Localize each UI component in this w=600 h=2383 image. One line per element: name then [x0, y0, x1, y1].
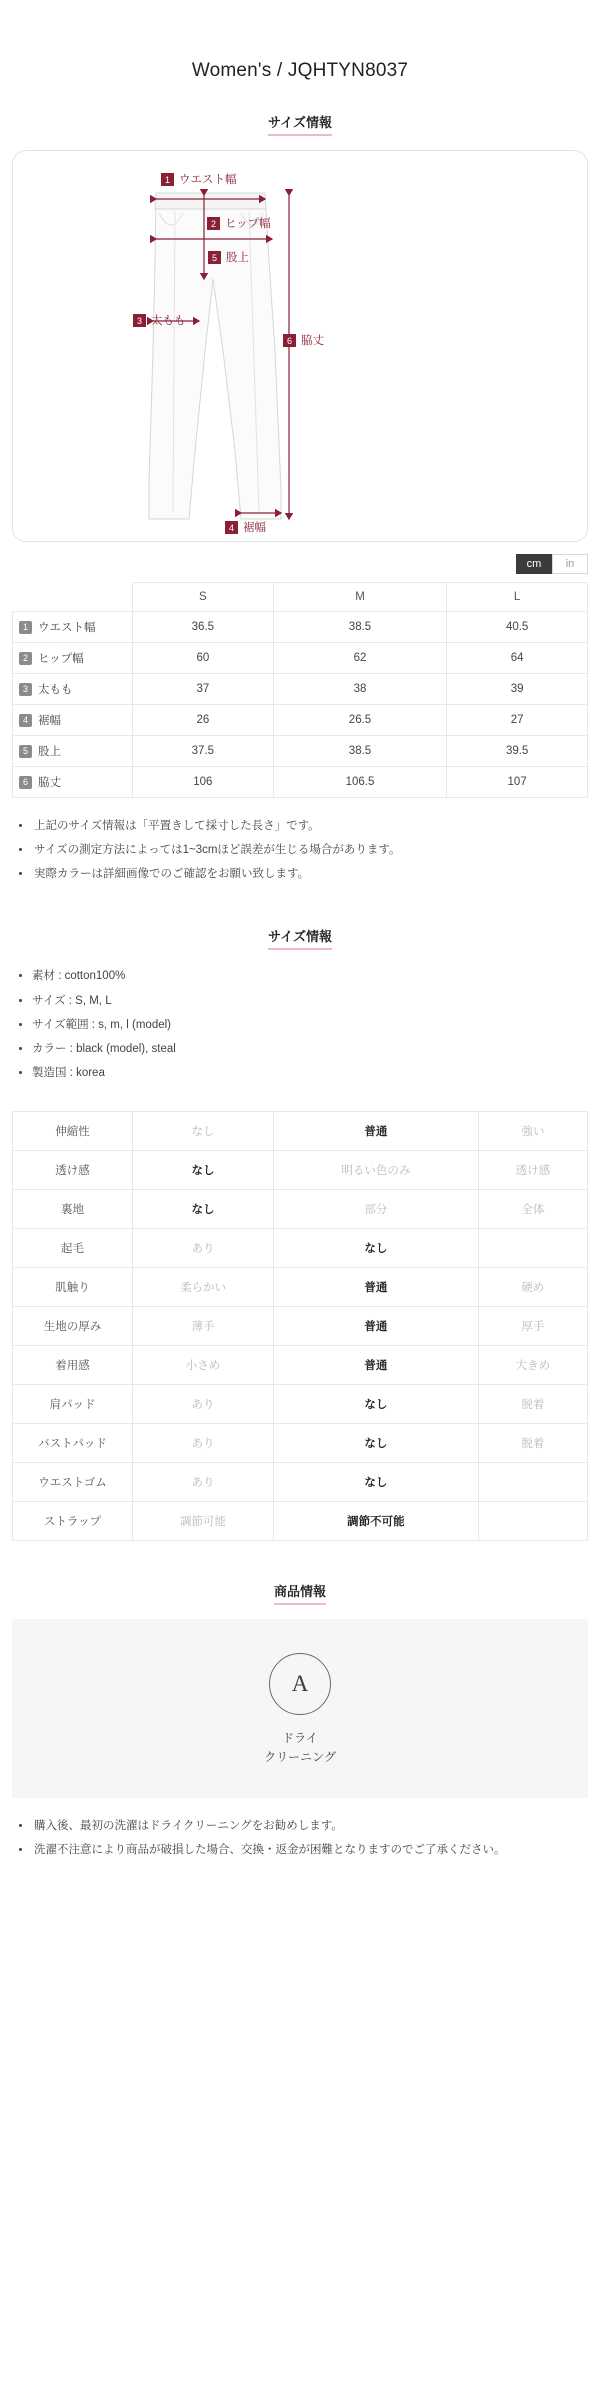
cell-s: 26	[133, 705, 274, 736]
row-label-text: 股上	[38, 746, 61, 758]
cell-s: 106	[133, 767, 274, 798]
svg-text:3: 3	[136, 316, 143, 326]
size-diagram	[12, 150, 588, 542]
table-row	[13, 612, 588, 643]
svg-text:6: 6	[286, 336, 293, 346]
attr-label: 伸縮性	[13, 1112, 133, 1151]
attr-option: 柔らかい	[133, 1268, 274, 1307]
attr-option	[478, 1229, 587, 1268]
table-row	[13, 1229, 588, 1268]
svg-text:1: 1	[164, 175, 171, 185]
diagram-label-5	[208, 250, 249, 264]
dry-clean-icon: A	[269, 1653, 331, 1715]
attribute-table	[12, 1111, 588, 1541]
cell-l: 27	[447, 705, 588, 736]
row-number-badge: 5	[19, 745, 32, 758]
row-number-badge: 4	[19, 714, 32, 727]
svg-text:4: 4	[228, 523, 235, 533]
attr-option: 脱着	[478, 1385, 587, 1424]
unit-toggle[interactable]	[12, 554, 588, 574]
row-label-cell	[13, 767, 133, 798]
diagram-label-4	[225, 520, 266, 534]
svg-text:脇丈: 脇丈	[301, 335, 324, 347]
table-row	[13, 705, 588, 736]
note-item: • 実際カラーは詳細画像でのご確認をお願い致します。	[32, 862, 588, 886]
attr-option: なし	[274, 1385, 479, 1424]
attr-option	[478, 1463, 587, 1502]
attr-option: 硬め	[478, 1268, 587, 1307]
attr-option: 大きめ	[478, 1346, 587, 1385]
attr-option: あり	[133, 1463, 274, 1502]
attr-option: 明るい色のみ	[274, 1151, 479, 1190]
row-label-cell	[13, 643, 133, 674]
attr-option: 小さめ	[133, 1346, 274, 1385]
table-row	[13, 1190, 588, 1229]
table-row	[13, 1463, 588, 1502]
cell-l: 39.5	[447, 736, 588, 767]
cell-l: 107	[447, 767, 588, 798]
cell-m: 26.5	[273, 705, 447, 736]
row-label-text: 太もも	[38, 684, 73, 696]
attr-option: 調節可能	[133, 1502, 274, 1541]
list-item: • サイズ : S, M, L	[32, 989, 588, 1013]
table-row	[13, 1424, 588, 1463]
cell-m: 62	[273, 643, 447, 674]
attr-label: ウエストゴム	[13, 1463, 133, 1502]
svg-text:ウエスト幅: ウエスト幅	[179, 174, 237, 186]
table-row	[13, 1346, 588, 1385]
cell-s: 60	[133, 643, 274, 674]
header-size-s: S	[133, 583, 274, 612]
attr-option: 普通	[274, 1346, 479, 1385]
header-blank	[13, 583, 133, 612]
cell-l: 64	[447, 643, 588, 674]
attr-option: 脱着	[478, 1424, 587, 1463]
attr-label: 起毛	[13, 1229, 133, 1268]
header-size-m: M	[273, 583, 447, 612]
attr-option: 調節不可能	[274, 1502, 479, 1541]
svg-text:2: 2	[210, 219, 217, 229]
svg-text:ヒップ幅: ヒップ幅	[225, 218, 271, 230]
detail-list	[12, 964, 588, 1085]
svg-text:裾幅: 裾幅	[243, 522, 266, 534]
cell-m: 38	[273, 674, 447, 705]
table-row	[13, 1112, 588, 1151]
note-item: • 洗濯不注意により商品が破損した場合、交換・返金が困難となりますのでご了承ください。	[32, 1838, 588, 1862]
attr-option: あり	[133, 1385, 274, 1424]
list-item: • 製造国 : korea	[32, 1061, 588, 1085]
cell-l: 39	[447, 674, 588, 705]
svg-text:股上: 股上	[226, 252, 249, 264]
attr-option: あり	[133, 1229, 274, 1268]
cell-s: 37	[133, 674, 274, 705]
diagram-label-2	[207, 216, 271, 230]
attr-label: 裏地	[13, 1190, 133, 1229]
size-notes	[12, 814, 588, 886]
table-row	[13, 1502, 588, 1541]
attr-option	[478, 1502, 587, 1541]
attr-option: 普通	[274, 1307, 479, 1346]
row-number-badge: 2	[19, 652, 32, 665]
list-item: • カラー : black (model), steal	[32, 1037, 588, 1061]
unit-cm-button[interactable]: cm	[516, 554, 552, 574]
attr-option: 普通	[274, 1268, 479, 1307]
attr-label: ストラップ	[13, 1502, 133, 1541]
row-label-text: 裾幅	[38, 715, 61, 727]
size-table	[12, 582, 588, 798]
cell-l: 40.5	[447, 612, 588, 643]
table-row	[13, 1151, 588, 1190]
care-label-line1: ドライ	[282, 1731, 318, 1746]
attr-option: なし	[133, 1151, 274, 1190]
diagram-label-6	[283, 333, 324, 347]
row-label-cell	[13, 612, 133, 643]
attr-label: 着用感	[13, 1346, 133, 1385]
attr-option: あり	[133, 1424, 274, 1463]
size-section-heading: サイズ情報	[268, 112, 332, 136]
attr-label: 透け感	[13, 1151, 133, 1190]
table-row	[13, 767, 588, 798]
list-item: • サイズ範囲 : s, m, l (model)	[32, 1013, 588, 1037]
note-item: • 上記のサイズ情報は「平置きして採寸した長さ」です。	[32, 814, 588, 838]
note-item: • 購入後、最初の洗濯はドライクリーニングをお勧めします。	[32, 1814, 588, 1838]
note-item: • サイズの測定方法によっては1~3cmほど誤差が生じる場合があります。	[32, 838, 588, 862]
svg-text:太もも: 太もも	[151, 315, 186, 327]
attr-option: 全体	[478, 1190, 587, 1229]
attr-label: 肌触り	[13, 1268, 133, 1307]
cell-m: 38.5	[273, 736, 447, 767]
row-label-text: ヒップ幅	[38, 653, 84, 665]
cell-s: 37.5	[133, 736, 274, 767]
care-label	[12, 1729, 588, 1767]
row-label-text: 脇丈	[38, 777, 61, 789]
attr-label: バストパッド	[13, 1424, 133, 1463]
attr-option: 透け感	[478, 1151, 587, 1190]
diagram-label-3	[133, 313, 186, 327]
attr-option: なし	[133, 1190, 274, 1229]
table-row	[13, 674, 588, 705]
care-section-heading: 商品情報	[274, 1581, 326, 1605]
table-header-row	[13, 583, 588, 612]
row-number-badge: 3	[19, 683, 32, 696]
attr-option: 薄手	[133, 1307, 274, 1346]
header-size-l: L	[447, 583, 588, 612]
attr-option: なし	[274, 1229, 479, 1268]
diagram-label-1	[161, 172, 237, 186]
svg-text:5: 5	[211, 253, 218, 263]
pants-illustration	[13, 151, 588, 541]
table-row	[13, 1268, 588, 1307]
attr-label: 肩パッド	[13, 1385, 133, 1424]
attr-option: 部分	[274, 1190, 479, 1229]
cell-m: 106.5	[273, 767, 447, 798]
cell-m: 38.5	[273, 612, 447, 643]
table-row	[13, 736, 588, 767]
table-row	[13, 1385, 588, 1424]
attr-option: 普通	[274, 1112, 479, 1151]
care-notes	[12, 1814, 588, 1862]
row-number-badge: 6	[19, 776, 32, 789]
page-title: Women's / JQHTYN8037	[191, 60, 409, 81]
unit-in-button[interactable]: in	[552, 554, 588, 574]
row-label-cell	[13, 705, 133, 736]
attr-option: なし	[274, 1424, 479, 1463]
care-panel	[12, 1619, 588, 1797]
attr-option: なし	[133, 1112, 274, 1151]
attr-option: 強い	[478, 1112, 587, 1151]
list-item: • 素材 : cotton100%	[32, 964, 588, 988]
cell-s: 36.5	[133, 612, 274, 643]
table-row	[13, 643, 588, 674]
attr-option: 厚手	[478, 1307, 587, 1346]
detail-section-heading: サイズ情報	[268, 926, 332, 950]
row-label-cell	[13, 736, 133, 767]
row-label-text: ウエスト幅	[38, 622, 96, 634]
row-label-cell	[13, 674, 133, 705]
row-number-badge: 1	[19, 621, 32, 634]
table-row	[13, 1307, 588, 1346]
care-label-line2: クリーニング	[264, 1750, 336, 1765]
attr-label: 生地の厚み	[13, 1307, 133, 1346]
attr-option: なし	[274, 1463, 479, 1502]
